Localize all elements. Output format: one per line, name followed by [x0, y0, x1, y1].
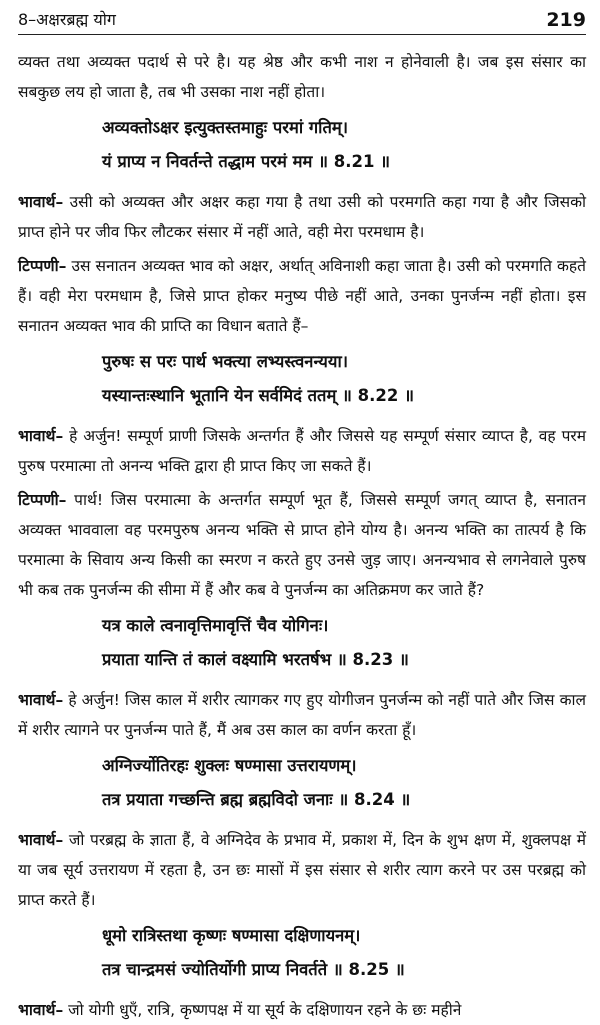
paragraph — [18, 825, 586, 915]
verse-line: यत्र काले त्वनावृत्तिमावृत्तिं चैव योगिनः। — [102, 616, 329, 635]
paragraph-label: भावार्थ– — [18, 831, 64, 849]
verse-line: यस्यान्तःस्थानि भूतानि येन सर्वमिदं ततम् ॥ 8.22 ॥ — [102, 386, 415, 405]
paragraph-text: उस सनातन अव्यक्त भाव को अक्षर, अर्थात् अविनाशी कहा जाता है। उसी को परमगति कहते हैं। वही मेरा परमधाम है, जिसे प्राप्त होकर मनुष्य पीछे नहीं आते, उनका पुनर्जन्म नहीं होता। इस सनातन अव्यक्त भाव की प्राप्ति का विधान बताते हैं– — [18, 257, 586, 335]
paragraph-label: भावार्थ– — [18, 691, 64, 709]
verse-8-23 — [18, 609, 586, 677]
paragraph-label: भावार्थ– — [18, 193, 64, 211]
paragraph-label: भावार्थ– — [18, 427, 64, 445]
paragraph-text: जो योगी धुएँ, रात्रि, कृष्णपक्ष में या सूर्य के दक्षिणायन रहने के छः महीने — [63, 1001, 462, 1019]
paragraph — [18, 421, 586, 481]
paragraph — [18, 47, 586, 107]
chapter-title: 8–अक्षरब्रह्म योग — [18, 10, 116, 29]
paragraph-text: उसी को अव्यक्त और अक्षर कहा गया है तथा उसी को परमगति कहा गया है और जिसको प्राप्त होने पर जीव फिर लौटकर संसार में नहीं आते, वही मेरा परमधाम है। — [18, 193, 586, 241]
verse-line: यं प्राप्य न निवर्तन्ते तद्धाम परमं मम ॥ 8.21 ॥ — [102, 152, 391, 171]
verse-line: धूमो रात्रिस्तथा कृष्णः षण्मासा दक्षिणायनम्। — [102, 926, 361, 945]
page-header — [18, 0, 586, 35]
verse-8-21 — [18, 111, 586, 179]
verse-8-22 — [18, 345, 586, 413]
verse-8-25 — [18, 919, 586, 987]
paragraph-text: जो परब्रह्म के ज्ञाता हैं, वे अग्निदेव के प्रभाव में, प्रकाश में, दिन के शुभ क्षण में, शुक्लपक्ष में या जब सूर्य उत्तरायण में रहता है, उन छः मासों में इस संसार से शरीर त्याग करने पर उस परब्रह्म को प्राप्त करते हैं। — [18, 831, 586, 909]
paragraph — [18, 187, 586, 247]
paragraph-label: टिप्पणी– — [18, 257, 67, 275]
verse-8-24 — [18, 749, 586, 817]
paragraph-text: हे अर्जुन! सम्पूर्ण प्राणी जिसके अन्तर्गत हैं और जिससे यह सम्पूर्ण संसार व्याप्त है, वह परम पुरुष परमात्मा तो अनन्य भक्ति द्वारा ही प्राप्त किए जा सकते हैं। — [18, 427, 586, 475]
verse-line: तत्र प्रयाता गच्छन्ति ब्रह्म ब्रह्मविदो जनाः ॥ 8.24 ॥ — [102, 790, 411, 809]
paragraph — [18, 685, 586, 745]
paragraph — [18, 485, 586, 605]
paragraph — [18, 995, 586, 1025]
page-content — [18, 47, 586, 1025]
paragraph-text: व्यक्त तथा अव्यक्त पदार्थ से परे है। यह श्रेष्ठ और कभी नाश न होनेवाली है। जब इस संसार का सबकुछ लय हो जाता है, तब भी उसका नाश नहीं होता। — [18, 53, 586, 101]
paragraph-label: भावार्थ– — [18, 1001, 64, 1019]
paragraph-label: टिप्पणी– — [18, 491, 67, 509]
paragraph-text: हे अर्जुन! जिस काल में शरीर त्यागकर गए हुए योगीजन पुनर्जन्म को नहीं पाते और जिस काल में शरीर त्यागने पर पुनर्जन्म पाते हैं, मैं अब उस काल का वर्णन करता हूँ। — [18, 691, 586, 739]
verse-line: पुरुषः स परः पार्थ भक्त्या लभ्यस्त्वनन्यया। — [102, 352, 348, 371]
verse-line: अग्निर्ज्योतिरहः शुक्लः षण्मासा उत्तरायणम्। — [102, 756, 357, 775]
page-number: 219 — [546, 9, 586, 31]
verse-line: अव्यक्तोऽक्षर इत्युक्तस्तमाहुः परमां गतिम्। — [102, 118, 348, 137]
verse-line: तत्र चान्द्रमसं ज्योतिर्योगी प्राप्य निवर्तते ॥ 8.25 ॥ — [102, 960, 405, 979]
verse-line: प्रयाता यान्ति तं कालं वक्ष्यामि भरतर्षभ ॥ 8.23 ॥ — [102, 650, 409, 669]
paragraph-text: पार्थ! जिस परमात्मा के अन्तर्गत सम्पूर्ण भूत हैं, जिससे सम्पूर्ण जगत् व्याप्त है, सनातन अव्यक्त भाववाला वह परमपुरुष अनन्य भक्ति से प्राप्त होने योग्य है। अनन्य भक्ति का तात्पर्य है कि परमात्मा के सिवाय अन्य किसी का स्मरण न करते हुए उनसे जुड़ जाए। अनन्यभाव से लगनेवाले पुरुष भी कब तक पुनर्जन्म की सीमा में हैं और कब वे पुनर्जन्म का अतिक्रमण कर जाते हैं? — [18, 491, 586, 599]
paragraph — [18, 251, 586, 341]
